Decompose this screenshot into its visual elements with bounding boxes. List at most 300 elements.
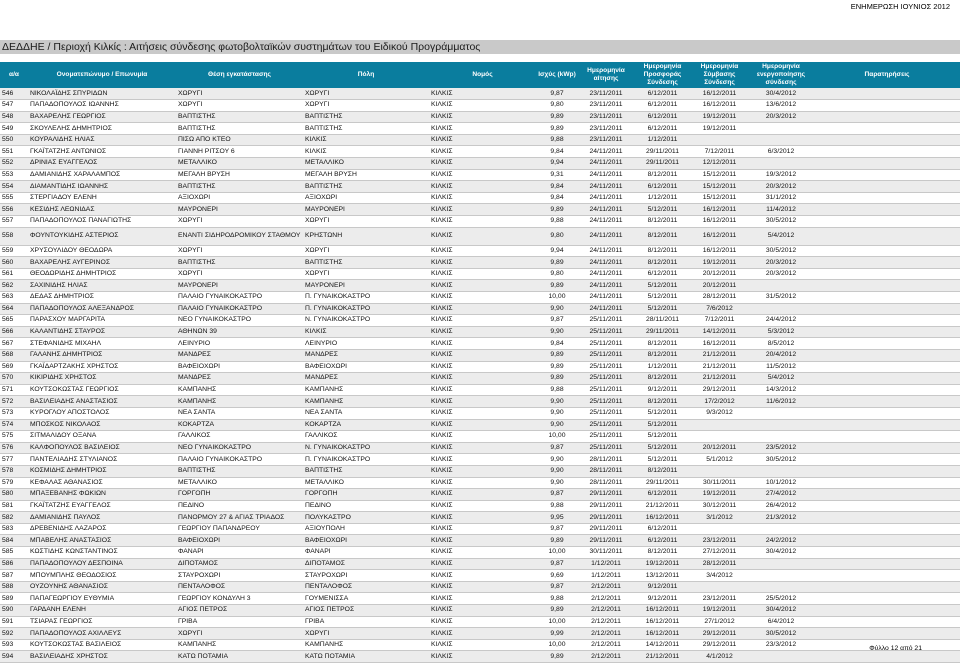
col-activation-date-cell: 5/3/2012 <box>748 326 814 338</box>
col-application-date-cell: 24/11/2011 <box>578 257 634 269</box>
col-offer-date-cell: 14/12/2011 <box>634 639 691 651</box>
col-location-cell: ΜΑΥΡΟΝΕΡΙ <box>176 204 303 216</box>
col-activation-date-cell: 24/2/2012 <box>748 535 814 547</box>
col-activation-date-cell <box>748 581 814 593</box>
col-location-cell: ΚΑΜΠΑΝΗΣ <box>176 384 303 396</box>
col-remarks-cell <box>814 373 960 385</box>
col-name-cell: ΔΡΕΒΕΝΙΔΗΣ ΛΑΖΑΡΟΣ <box>28 523 176 535</box>
col-contract-date-cell <box>691 134 748 146</box>
col-location-cell: ΠΙΣΩ ΑΠΟ ΚΤΕΟ <box>176 134 303 146</box>
col-activation-date-cell: 6/4/2012 <box>748 616 814 628</box>
col-power-cell: 10,00 <box>536 292 578 304</box>
col-application-date-cell: 23/11/2011 <box>578 100 634 112</box>
col-aa-cell: 577 <box>0 454 28 466</box>
col-activation-date-cell <box>748 558 814 570</box>
col-offer-date-cell: 1/12/2011 <box>634 361 691 373</box>
col-aa-cell: 555 <box>0 192 28 204</box>
col-application-date-cell: 28/11/2011 <box>578 465 634 477</box>
col-offer-date-cell: 16/12/2011 <box>634 512 691 524</box>
col-aa-cell: 564 <box>0 303 28 315</box>
col-contract-date-cell: 27/12/2011 <box>691 547 748 559</box>
col-contract-date-cell: 16/12/2011 <box>691 100 748 112</box>
col-city-cell: ΚΟΚΑΡΤΖΑ <box>303 419 429 431</box>
col-offer-date-cell: 6/12/2011 <box>634 268 691 280</box>
col-activation-date-cell <box>748 280 814 292</box>
col-offer-date-cell: 9/12/2011 <box>634 384 691 396</box>
col-contract-date-cell: 20/12/2011 <box>691 268 748 280</box>
col-name-cell: ΔΑΜΙΑΝΙΔΗΣ ΠΑΥΛΟΣ <box>28 512 176 524</box>
col-location-cell: ΒΑΠΤΙΣΤΗΣ <box>176 181 303 193</box>
col-application-date-cell: 25/11/2011 <box>578 373 634 385</box>
table-row <box>0 396 960 408</box>
col-prefecture-cell: ΚΙΛΚΙΣ <box>429 134 536 146</box>
col-aa-cell: 547 <box>0 100 28 112</box>
col-power-cell: 9,87 <box>536 558 578 570</box>
col-aa-cell: 588 <box>0 581 28 593</box>
col-activation-date-cell: 30/5/2012 <box>748 216 814 228</box>
col-activation-date-cell: 13/6/2012 <box>748 100 814 112</box>
col-application-date-cell: 23/11/2011 <box>578 88 634 100</box>
page-number: Φύλλο 12 από 21 <box>869 645 922 652</box>
col-power-cell: 10,00 <box>536 431 578 443</box>
col-power-cell: 9,89 <box>536 111 578 123</box>
table-row <box>0 558 960 570</box>
col-prefecture-cell: ΚΙΛΚΙΣ <box>429 326 536 338</box>
col-offer-date-cell: 5/12/2011 <box>634 280 691 292</box>
col-application-date-cell: 24/11/2011 <box>578 158 634 170</box>
col-prefecture-cell: ΚΙΛΚΙΣ <box>429 570 536 582</box>
col-aa-cell: 582 <box>0 512 28 524</box>
col-contract-date-cell <box>691 431 748 443</box>
col-remarks-cell <box>814 407 960 419</box>
col-power-cell: 9,88 <box>536 216 578 228</box>
col-power-cell: 9,84 <box>536 338 578 350</box>
col-prefecture-cell: ΚΙΛΚΙΣ <box>429 192 536 204</box>
col-contract-date-cell: 30/11/2011 <box>691 477 748 489</box>
page-title: ΔΕΔΔΗΕ / Περιοχή Κιλκίς : Αιτήσεις σύνδεσης φωτοβολταϊκών συστημάτων του Ειδικού Προγράμματος <box>0 40 960 54</box>
col-offer-date-cell: 8/12/2011 <box>634 547 691 559</box>
col-aa-cell: 548 <box>0 111 28 123</box>
col-prefecture-cell: ΚΙΛΚΙΣ <box>429 454 536 466</box>
col-application-date-cell: 2/12/2011 <box>578 639 634 651</box>
col-aa-cell: 562 <box>0 280 28 292</box>
col-remarks-cell <box>814 349 960 361</box>
col-prefecture-cell: ΚΙΛΚΙΣ <box>429 628 536 640</box>
col-offer-date-cell: 1/12/2011 <box>634 192 691 204</box>
col-remarks-cell <box>814 396 960 408</box>
col-activation-date-header: Ημερομηνία ενεργοποίησης σύνδεσης <box>756 63 806 86</box>
col-offer-date-cell: 8/12/2011 <box>634 396 691 408</box>
col-offer-date-cell: 8/12/2011 <box>634 227 691 245</box>
col-power-cell: 9,88 <box>536 500 578 512</box>
col-activation-date-cell <box>748 419 814 431</box>
col-city-cell: ΚΙΛΚΙΣ <box>303 134 429 146</box>
table-row <box>0 303 960 315</box>
col-remarks-cell <box>814 361 960 373</box>
table-header-row <box>0 62 960 88</box>
table-row <box>0 361 960 373</box>
col-prefecture-cell: ΚΙΛΚΙΣ <box>429 204 536 216</box>
col-aa-cell: 567 <box>0 338 28 350</box>
col-city-cell: Π. ΓΥΝΑΙΚΟΚΑΣΤΡΟ <box>303 292 429 304</box>
col-contract-date-cell: 20/12/2011 <box>691 442 748 454</box>
col-application-date-cell: 24/11/2011 <box>578 181 634 193</box>
col-name-cell: ΦΟΥΝΤΟΥΚΙΔΗΣ ΑΣΤΕΡΙΟΣ <box>28 227 176 245</box>
col-city-cell: ΚΑΜΠΑΝΗΣ <box>303 384 429 396</box>
col-name-cell: ΓΚΑΪΤΑΤΖΗΣ ΕΥΑΓΓΕΛΟΣ <box>28 500 176 512</box>
col-city-cell: ΠΟΛΥΚΑΣΤΡΟ <box>303 512 429 524</box>
col-activation-date-cell: 21/3/2012 <box>748 512 814 524</box>
col-power-cell: 9,90 <box>536 407 578 419</box>
col-name-cell: ΠΑΡΑΣΧΟΥ ΜΑΡΓΑΡΙΤΑ <box>28 315 176 327</box>
col-aa-cell: 571 <box>0 384 28 396</box>
col-application-date-cell: 25/11/2011 <box>578 407 634 419</box>
col-city-cell: ΜΕΤΑΛΛΙΚΟ <box>303 158 429 170</box>
col-aa-cell: 560 <box>0 257 28 269</box>
col-prefecture-cell: ΚΙΛΚΙΣ <box>429 442 536 454</box>
col-power-cell: 9,84 <box>536 192 578 204</box>
col-remarks-cell <box>814 477 960 489</box>
col-aa-cell: 575 <box>0 431 28 443</box>
col-remarks-cell <box>814 169 960 181</box>
table-row <box>0 216 960 228</box>
col-aa-cell: 566 <box>0 326 28 338</box>
col-remarks-header: Παρατηρήσεις <box>864 71 910 79</box>
col-aa-cell: 587 <box>0 570 28 582</box>
table-row <box>0 111 960 123</box>
col-prefecture-cell: ΚΙΛΚΙΣ <box>429 227 536 245</box>
col-remarks-cell <box>814 442 960 454</box>
table-row <box>0 651 960 663</box>
col-power-cell: 9,80 <box>536 268 578 280</box>
col-power-cell: 9,80 <box>536 100 578 112</box>
col-offer-date-cell: 5/12/2011 <box>634 442 691 454</box>
col-aa-cell: 573 <box>0 407 28 419</box>
col-city-cell: ΒΑΠΤΙΣΤΗΣ <box>303 257 429 269</box>
col-remarks-cell <box>814 245 960 257</box>
col-offer-date-cell: 5/12/2011 <box>634 419 691 431</box>
table-row <box>0 639 960 651</box>
col-offer-date-cell: 21/12/2011 <box>634 651 691 663</box>
col-remarks-cell <box>814 593 960 605</box>
col-aa-cell: 550 <box>0 134 28 146</box>
col-contract-date-cell: 29/12/2011 <box>691 384 748 396</box>
col-prefecture-cell: ΚΙΛΚΙΣ <box>429 169 536 181</box>
col-remarks-cell <box>814 558 960 570</box>
col-city-cell: ΝΕΑ ΣΑΝΤΑ <box>303 407 429 419</box>
col-application-date-cell: 29/11/2011 <box>578 512 634 524</box>
col-contract-date-cell <box>691 523 748 535</box>
col-location-cell: ΧΩΡΥΓΙ <box>176 245 303 257</box>
col-prefecture-cell: ΚΙΛΚΙΣ <box>429 257 536 269</box>
table-row <box>0 616 960 628</box>
col-prefecture-cell: ΚΙΛΚΙΣ <box>429 431 536 443</box>
table-row <box>0 158 960 170</box>
col-activation-date-cell: 11/6/2012 <box>748 396 814 408</box>
col-city-cell: ΑΞΙΟΥΠΟΛΗ <box>303 523 429 535</box>
col-offer-date-cell: 5/12/2011 <box>634 431 691 443</box>
col-contract-date-cell: 16/12/2011 <box>691 227 748 245</box>
col-location-cell: ΜΑΝΔΡΕΣ <box>176 349 303 361</box>
col-name-cell: ΣΤΕΡΓΙΑΔΟΥ ΕΛΕΝΗ <box>28 192 176 204</box>
col-aa-cell: 554 <box>0 181 28 193</box>
col-power-cell: 9,88 <box>536 384 578 396</box>
col-aa-cell: 568 <box>0 349 28 361</box>
col-aa-cell: 585 <box>0 547 28 559</box>
col-location-cell: ΚΑΤΩ ΠΟΤΑΜΙΑ <box>176 651 303 663</box>
col-activation-date-cell: 11/4/2012 <box>748 204 814 216</box>
col-contract-date-cell: 28/12/2011 <box>691 292 748 304</box>
col-prefecture-cell: ΚΙΛΚΙΣ <box>429 315 536 327</box>
table-row <box>0 547 960 559</box>
col-aa-cell: 578 <box>0 465 28 477</box>
col-aa-cell: 589 <box>0 593 28 605</box>
col-aa-cell: 563 <box>0 292 28 304</box>
col-offer-date-cell: 5/12/2011 <box>634 303 691 315</box>
col-power-cell: 9,90 <box>536 419 578 431</box>
col-power-cell: 9,88 <box>536 134 578 146</box>
col-location-header: Θέση εγκατάστασης <box>208 71 271 79</box>
col-offer-date-cell: 8/12/2011 <box>634 245 691 257</box>
col-name-cell: ΚΙΚΙΡΙΔΗΣ ΧΡΗΣΤΟΣ <box>28 373 176 385</box>
table-row <box>0 280 960 292</box>
col-location-cell: ΠΕΔΙΝΟ <box>176 500 303 512</box>
col-aa-cell: 581 <box>0 500 28 512</box>
col-city-cell: ΓΡΙΒΑ <box>303 616 429 628</box>
col-offer-date-cell: 6/12/2011 <box>634 123 691 135</box>
col-contract-date-cell: 19/12/2011 <box>691 123 748 135</box>
col-offer-date-cell: 16/12/2011 <box>634 628 691 640</box>
col-name-cell: ΚΥΡΟΓΛΟΥ ΑΠΟΣΤΟΛΟΣ <box>28 407 176 419</box>
col-remarks-cell <box>814 192 960 204</box>
col-prefecture-cell: ΚΙΛΚΙΣ <box>429 465 536 477</box>
table-row <box>0 245 960 257</box>
table-row <box>0 570 960 582</box>
col-activation-date-cell <box>748 158 814 170</box>
col-offer-date-cell: 5/12/2011 <box>634 204 691 216</box>
col-remarks-cell <box>814 216 960 228</box>
col-offer-date-cell: 6/12/2011 <box>634 523 691 535</box>
col-name-cell: ΚΟΥΡΑΛΙΔΗΣ ΗΛΙΑΣ <box>28 134 176 146</box>
table-row <box>0 419 960 431</box>
col-remarks-cell <box>814 303 960 315</box>
table-row <box>0 315 960 327</box>
col-remarks-cell <box>814 100 960 112</box>
col-application-date-cell: 29/11/2011 <box>578 489 634 501</box>
col-name-cell: ΣΚΟΥΛΕΛΗΣ ΔΗΜΗΤΡΙΟΣ <box>28 123 176 135</box>
col-prefecture-cell: ΚΙΛΚΙΣ <box>429 123 536 135</box>
col-prefecture-cell: ΚΙΛΚΙΣ <box>429 535 536 547</box>
col-offer-date-cell: 29/11/2011 <box>634 146 691 158</box>
col-activation-date-cell: 23/5/2012 <box>748 442 814 454</box>
col-prefecture-cell: ΚΙΛΚΙΣ <box>429 616 536 628</box>
col-contract-date-cell: 19/12/2011 <box>691 605 748 617</box>
col-offer-date-cell: 8/12/2011 <box>634 373 691 385</box>
col-city-cell: ΓΟΥΜΕΝΙΣΣΑ <box>303 593 429 605</box>
col-application-date-cell: 24/11/2011 <box>578 292 634 304</box>
col-activation-date-cell <box>748 465 814 477</box>
col-city-cell: ΧΩΡΥΓΙ <box>303 88 429 100</box>
col-offer-date-cell: 13/12/2011 <box>634 570 691 582</box>
col-city-cell: ΜΑΝΔΡΕΣ <box>303 373 429 385</box>
col-contract-date-cell: 29/12/2011 <box>691 639 748 651</box>
col-city-cell: ΓΑΛΛΙΚΟΣ <box>303 431 429 443</box>
col-activation-date-cell: 5/4/2012 <box>748 227 814 245</box>
col-prefecture-cell: ΚΙΛΚΙΣ <box>429 158 536 170</box>
table-row <box>0 465 960 477</box>
col-activation-date-cell: 24/4/2012 <box>748 315 814 327</box>
col-activation-date-cell: 8/5/2012 <box>748 338 814 350</box>
col-application-date-cell: 24/11/2011 <box>578 245 634 257</box>
col-name-cell: ΚΩΣΤΙΔΗΣ ΚΩΝΣΤΑΝΤΙΝΟΣ <box>28 547 176 559</box>
col-activation-date-cell <box>748 303 814 315</box>
col-power-cell: 9,99 <box>536 628 578 640</box>
col-contract-date-cell: 20/12/2011 <box>691 280 748 292</box>
col-offer-date-cell: 8/12/2011 <box>634 338 691 350</box>
col-location-cell: ΧΩΡΥΓΙ <box>176 268 303 280</box>
col-activation-date-cell <box>748 523 814 535</box>
col-prefecture-cell: ΚΙΛΚΙΣ <box>429 349 536 361</box>
col-aa-cell: 590 <box>0 605 28 617</box>
col-location-cell: ΔΙΠΟΤΑΜΟΣ <box>176 558 303 570</box>
col-name-cell: ΚΟΥΤΣΟΚΩΣΤΑΣ ΓΕΩΡΓΙΟΣ <box>28 384 176 396</box>
col-location-cell: ΣΤΑΥΡΟΧΩΡΙ <box>176 570 303 582</box>
col-aa-cell: 592 <box>0 628 28 640</box>
col-activation-date-cell: 30/5/2012 <box>748 454 814 466</box>
col-location-cell: ΒΑΦΕΙΟΧΩΡΙ <box>176 361 303 373</box>
col-prefecture-cell: ΚΙΛΚΙΣ <box>429 245 536 257</box>
col-contract-date-cell: 16/12/2011 <box>691 245 748 257</box>
col-application-date-cell: 23/11/2011 <box>578 123 634 135</box>
col-name-cell: ΚΑΛΑΝΤΙΔΗΣ ΣΤΑΥΡΟΣ <box>28 326 176 338</box>
col-application-date-cell: 2/12/2011 <box>578 593 634 605</box>
col-activation-date-cell: 11/5/2012 <box>748 361 814 373</box>
col-location-cell: ΠΑΛΑΙΟ ΓΥΝΑΙΚΟΚΑΣΤΡΟ <box>176 303 303 315</box>
table-row <box>0 512 960 524</box>
col-city-cell: ΒΑΠΤΙΣΤΗΣ <box>303 111 429 123</box>
col-name-cell: ΓΚΑΪΤΑΤΖΗΣ ΑΝΤΩΝΙΟΣ <box>28 146 176 158</box>
col-contract-date-cell: 19/12/2011 <box>691 489 748 501</box>
col-contract-date-cell: 23/12/2011 <box>691 593 748 605</box>
col-power-cell: 9,90 <box>536 303 578 315</box>
col-application-date-cell: 2/12/2011 <box>578 628 634 640</box>
col-location-cell: ΚΟΚΑΡΤΖΑ <box>176 419 303 431</box>
col-activation-date-cell: 23/3/2012 <box>748 639 814 651</box>
col-prefecture-cell: ΚΙΛΚΙΣ <box>429 489 536 501</box>
col-prefecture-cell: ΚΙΛΚΙΣ <box>429 88 536 100</box>
col-power-cell: 9,89 <box>536 204 578 216</box>
col-prefecture-cell: ΚΙΛΚΙΣ <box>429 216 536 228</box>
col-application-date-cell: 24/11/2011 <box>578 268 634 280</box>
table-row <box>0 431 960 443</box>
table-row <box>0 523 960 535</box>
col-location-cell: ΚΑΜΠΑΝΗΣ <box>176 396 303 408</box>
col-aa-cell: 556 <box>0 204 28 216</box>
col-remarks-cell <box>814 384 960 396</box>
col-prefecture-cell: ΚΙΛΚΙΣ <box>429 292 536 304</box>
col-city-cell: ΒΑΦΕΙΟΧΩΡΙ <box>303 361 429 373</box>
col-name-cell: ΚΟΣΜΙΔΗΣ ΔΗΜΗΤΡΙΟΣ <box>28 465 176 477</box>
col-aa-cell: 558 <box>0 227 28 245</box>
col-city-cell: ΒΑΠΤΙΣΤΗΣ <box>303 181 429 193</box>
col-power-cell: 9,89 <box>536 651 578 663</box>
table-row <box>0 338 960 350</box>
col-prefecture-cell: ΚΙΛΚΙΣ <box>429 593 536 605</box>
col-offer-date-cell: 9/12/2011 <box>634 593 691 605</box>
col-remarks-cell <box>814 628 960 640</box>
col-remarks-cell <box>814 500 960 512</box>
col-prefecture-header: Νομός <box>472 71 493 79</box>
col-remarks-cell <box>814 419 960 431</box>
col-offer-date-cell: 29/11/2011 <box>634 326 691 338</box>
col-remarks-cell <box>814 88 960 100</box>
col-contract-date-cell: 15/12/2011 <box>691 169 748 181</box>
col-remarks-cell <box>814 465 960 477</box>
col-contract-date-cell: 21/12/2011 <box>691 349 748 361</box>
col-city-cell: ΧΩΡΥΓΙ <box>303 216 429 228</box>
table-row <box>0 500 960 512</box>
col-location-cell: ΧΩΡΥΓΙ <box>176 628 303 640</box>
col-remarks-cell <box>814 338 960 350</box>
col-name-cell: ΚΑΛΦΟΠΟΥΛΟΣ ΒΑΣΙΛΕΙΟΣ <box>28 442 176 454</box>
col-contract-date-cell: 28/12/2011 <box>691 558 748 570</box>
col-application-date-header: Ημερομηνία αίτησης <box>587 67 625 82</box>
col-city-cell: ΜΑΝΔΡΕΣ <box>303 349 429 361</box>
col-power-cell: 9,90 <box>536 326 578 338</box>
col-prefecture-cell: ΚΙΛΚΙΣ <box>429 268 536 280</box>
col-prefecture-cell: ΚΙΛΚΙΣ <box>429 384 536 396</box>
col-remarks-cell <box>814 489 960 501</box>
table-row <box>0 454 960 466</box>
col-name-cell: ΠΑΠΑΓΕΩΡΓΙΟΥ ΕΥΘΥΜΙΑ <box>28 593 176 605</box>
col-prefecture-cell: ΚΙΛΚΙΣ <box>429 651 536 663</box>
col-activation-date-cell: 30/4/2012 <box>748 605 814 617</box>
col-name-cell: ΠΑΝΤΕΛΙΑΔΗΣ ΣΤΥΛΙΑΝΟΣ <box>28 454 176 466</box>
col-power-cell: 10,00 <box>536 547 578 559</box>
table-row <box>0 292 960 304</box>
col-offer-date-cell: 8/12/2011 <box>634 216 691 228</box>
table-row <box>0 373 960 385</box>
col-aa-cell: 551 <box>0 146 28 158</box>
col-name-cell: ΣΙΤΜΑΛΙΔΟΥ ΟΞΑΝΑ <box>28 431 176 443</box>
col-city-cell: ΠΕΔΙΝΟ <box>303 500 429 512</box>
col-application-date-cell: 30/11/2011 <box>578 547 634 559</box>
col-location-cell: ΜΕΤΑΛΛΙΚΟ <box>176 158 303 170</box>
col-offer-date-cell: 16/12/2011 <box>634 605 691 617</box>
col-location-cell: ΜΑΥΡΟΝΕΡΙ <box>176 280 303 292</box>
col-application-date-cell: 28/11/2011 <box>578 477 634 489</box>
col-offer-date-cell: 16/12/2011 <box>634 616 691 628</box>
table-row <box>0 257 960 269</box>
col-contract-date-cell: 29/12/2011 <box>691 628 748 640</box>
col-prefecture-cell: ΚΙΛΚΙΣ <box>429 605 536 617</box>
table-row <box>0 442 960 454</box>
col-prefecture-cell: ΚΙΛΚΙΣ <box>429 558 536 570</box>
col-power-cell: 9,87 <box>536 489 578 501</box>
col-remarks-cell <box>814 431 960 443</box>
col-application-date-cell: 25/11/2011 <box>578 396 634 408</box>
col-name-cell: ΘΕΟΔΩΡΙΔΗΣ ΔΗΜΗΤΡΙΟΣ <box>28 268 176 280</box>
col-city-cell: ΣΤΑΥΡΟΧΩΡΙ <box>303 570 429 582</box>
col-prefecture-cell: ΚΙΛΚΙΣ <box>429 639 536 651</box>
col-name-cell: ΒΑΧΑΡΕΛΗΣ ΓΕΩΡΓΙΟΣ <box>28 111 176 123</box>
col-city-cell: Π. ΓΥΝΑΙΚΟΚΑΣΤΡΟ <box>303 454 429 466</box>
col-application-date-cell: 23/11/2011 <box>578 111 634 123</box>
col-offer-date-cell: 8/12/2011 <box>634 349 691 361</box>
col-contract-date-header: Ημερομηνία Σύμβασης Σύνδεσης <box>700 63 739 86</box>
col-aa-cell: 591 <box>0 616 28 628</box>
col-city-cell: ΜΑΥΡΟΝΕΡΙ <box>303 280 429 292</box>
